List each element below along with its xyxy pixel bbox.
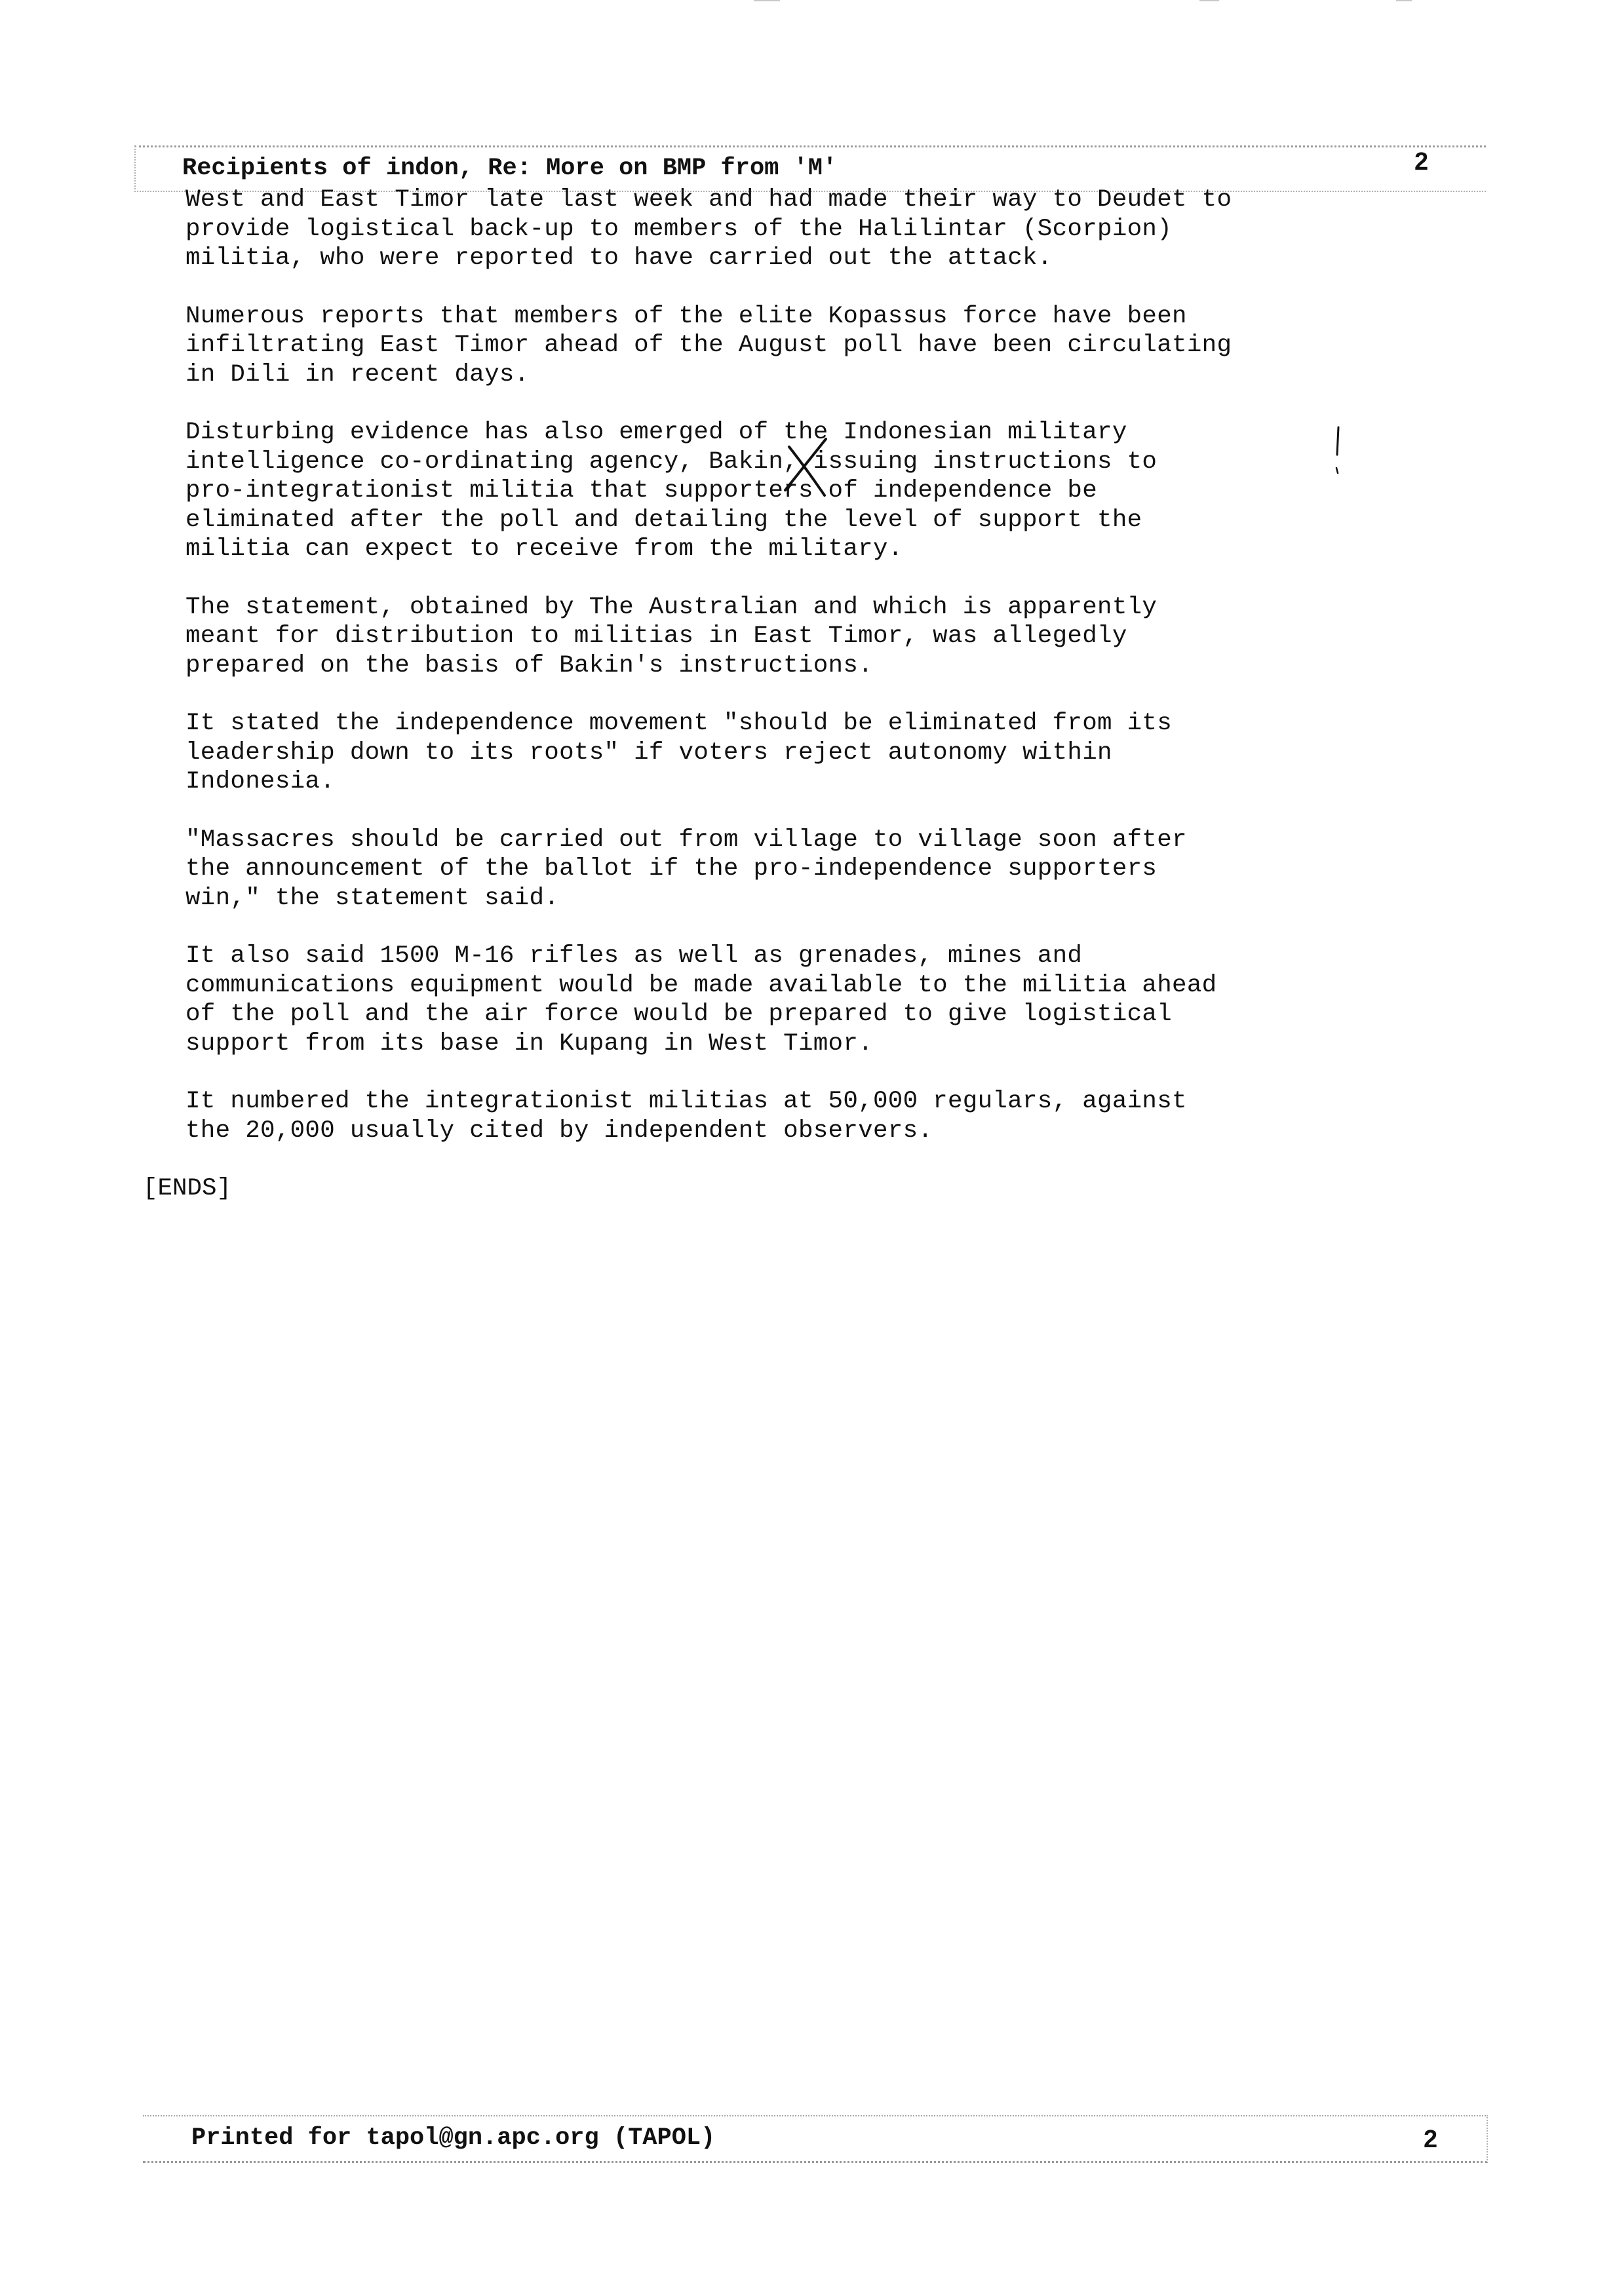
- scan-artifact: [754, 0, 780, 1]
- ends-marker: [ENDS]: [143, 1175, 232, 1202]
- paragraph-8: It numbered the integrationist militias at 50,000 regulars, against the 20,000 usually cited by independent observers.: [185, 1088, 1187, 1145]
- header-title: Recipients of indon, Re: More on BMP from 'M': [182, 155, 838, 182]
- footer-printed-for: Printed for tapol@gn.apc.org (TAPOL): [191, 2124, 716, 2152]
- paragraph-6: "Massacres should be carried out from village to village soon after the announcement of the ballot if the pro-independence supporters win," the statement said.: [185, 826, 1187, 912]
- handwritten-margin-mark: [1331, 425, 1344, 477]
- scan-artifact: [1396, 0, 1412, 1]
- handwritten-cross-mark: [780, 432, 832, 498]
- scan-artifact: [1199, 0, 1219, 1]
- paragraph-5: It stated the independence movement "should be eliminated from its leadership down to its roots" if voters reject autonomy within Indonesia.: [185, 710, 1173, 795]
- paragraph-7: It also said 1500 M-16 rifles as well as grenades, mines and communications equipment would be made available to the militia ahead of the poll and the air force would be prepared to give logistical support from its base in Kupang in West Timor.: [185, 942, 1217, 1058]
- header-page-number: 2: [1414, 148, 1429, 176]
- paragraph-3: Disturbing evidence has also emerged of the Indonesian military intelligence co-ordinating agency, Bakin, issuing instructions to pro-integrationist militia that supporters of independence be eliminated after the poll and detailing the level of support the militia can expect to receive from the military.: [185, 419, 1158, 563]
- footer-page-number: 2: [1424, 2126, 1438, 2153]
- article-body: [185, 185, 1431, 1174]
- paragraph-4: The statement, obtained by The Australian and which is apparently meant for distribution to militias in East Timor, was allegedly prepared on the basis of Bakin's instructions.: [185, 593, 1158, 679]
- paragraph-1: West and East Timor late last week and had made their way to Deudet to provide logistical back-up to members of the Halilintar (Scorpion) militia, who were reported to have carried out the attack.: [185, 186, 1232, 272]
- paragraph-2: Numerous reports that members of the elite Kopassus force have been infiltrating East Timor ahead of the August poll have been circulating in Dili in recent days.: [185, 302, 1232, 389]
